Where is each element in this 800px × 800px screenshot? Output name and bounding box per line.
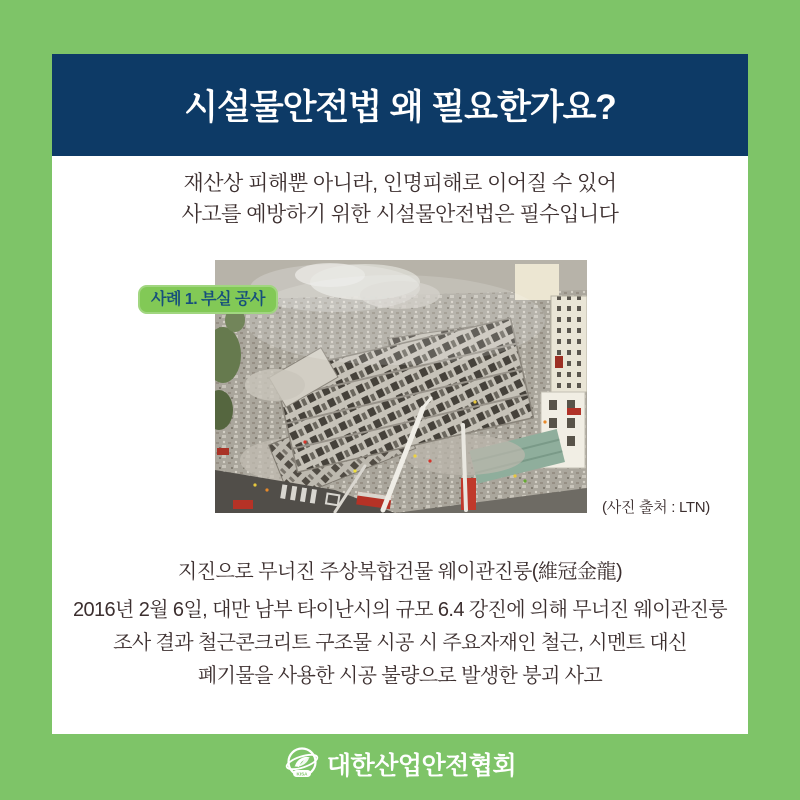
- intro-line-1: 재산상 피해뿐 아니라, 인명피해로 이어질 수 있어: [183, 172, 617, 195]
- intro-text: [52, 168, 748, 230]
- description-line-2: 조사 결과 철근콘크리트 구조물 시공 시 주요자재인 철근, 시멘트 대신: [113, 632, 687, 654]
- case-badge: 사례 1. 부실 공사: [138, 285, 278, 314]
- photo-credit: (사진 출처 : LTN): [602, 499, 710, 516]
- page-title: 시설물안전법 왜 필요한가요?: [184, 88, 616, 127]
- footer-logo: [0, 746, 800, 782]
- photo-caption: 지진으로 무너진 주상복합건물 웨이관진룽(維冠金龍): [177, 561, 623, 583]
- description-paragraph: [52, 594, 748, 693]
- kisa-logo-icon: [284, 746, 320, 782]
- card-header: [52, 54, 748, 156]
- info-card: [52, 54, 748, 734]
- description-line-1: 2016년 2월 6일, 대만 남부 타이난시의 규모 6.4 강진에 의해 무너진 웨이관진룽: [72, 599, 728, 621]
- description-line-3: 폐기물을 사용한 시공 불량으로 발생한 붕괴 사고: [197, 665, 603, 687]
- org-name: 대한산업안전협회: [326, 752, 517, 780]
- intro-line-2: 사고를 예방하기 위한 시설물안전법은 필수입니다: [181, 203, 619, 226]
- svg-text:KISA: KISA: [296, 771, 308, 777]
